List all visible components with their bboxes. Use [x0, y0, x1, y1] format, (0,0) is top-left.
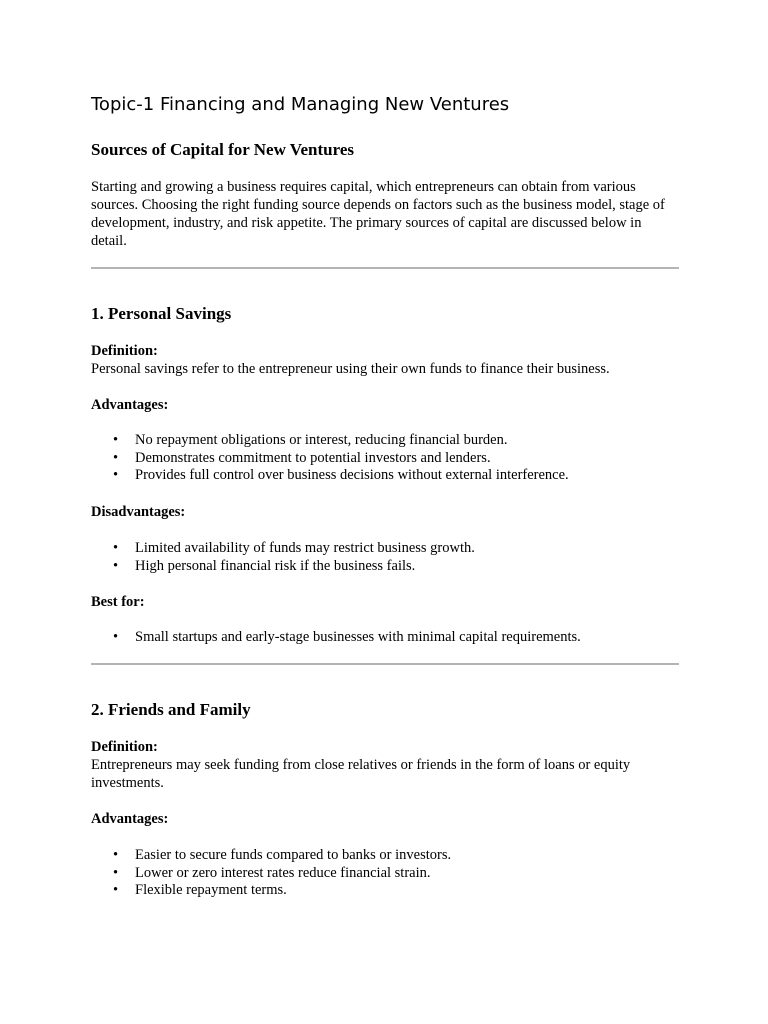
definition-label: Definition:: [91, 343, 158, 359]
list-item: • High personal financial risk if the business fails.: [113, 557, 416, 574]
advantages-label: Advantages:: [91, 397, 169, 413]
list-item: • Demonstrates commitment to potential investors and lenders.: [113, 449, 491, 466]
advantages-label: Advantages:: [91, 811, 169, 827]
intro-paragraph: Starting and growing a business requires capital, which entrepreneurs can obtain from various sources. Choosing the right funding source depends on factors such as the business model, stage of development, industry, and risk appetite. The primary sources of capital are discussed below in detail.: [91, 179, 665, 249]
disadvantages-list: [91, 540, 679, 575]
advantages-list: [91, 847, 679, 900]
list-item: • Limited availability of funds may restrict business growth.: [113, 540, 475, 556]
list-item: • Lower or zero interest rates reduce financial strain.: [113, 864, 431, 881]
list-item: • Flexible repayment terms.: [113, 882, 287, 899]
definition-text: Entrepreneurs may seek funding from close relatives or friends in the form of loans or equity investments.: [91, 757, 631, 791]
list-item: • Provides full control over business decisions without external interference.: [113, 467, 569, 484]
disadvantages-label: Disadvantages:: [91, 504, 186, 520]
horizontal-rule: [91, 267, 679, 269]
best-for-label: Best for:: [91, 594, 145, 610]
horizontal-rule: [91, 663, 679, 665]
section-heading-personal-savings: 1. Personal Savings: [91, 304, 232, 323]
bullet-icon: •: [113, 540, 119, 556]
bullet-icon: •: [113, 847, 119, 863]
definition-text: Personal savings refer to the entrepreneur using their own funds to finance their business.: [91, 361, 610, 377]
bullet-icon: •: [113, 864, 119, 881]
definition-block: [91, 342, 679, 378]
bullet-icon: •: [113, 629, 119, 645]
list-item: • Small startups and early-stage businesses with minimal capital requirements.: [113, 629, 581, 645]
list-item: • Easier to secure funds compared to banks or investors.: [113, 847, 452, 863]
advantages-list: [91, 432, 679, 485]
definition-label: Definition:: [91, 739, 158, 755]
best-for-list: [91, 629, 679, 647]
list-item: • No repayment obligations or interest, reducing financial burden.: [113, 432, 508, 448]
section-heading-friends-and-family: 2. Friends and Family: [91, 700, 251, 719]
bullet-icon: •: [113, 467, 119, 484]
document-title: Topic-1 Financing and Managing New Ventures: [91, 94, 510, 115]
definition-block: [91, 738, 679, 792]
bullet-icon: •: [113, 432, 119, 448]
section-heading: Sources of Capital for New Ventures: [91, 140, 355, 159]
bullet-icon: •: [113, 449, 119, 466]
bullet-icon: •: [113, 882, 119, 899]
bullet-icon: •: [113, 557, 119, 574]
